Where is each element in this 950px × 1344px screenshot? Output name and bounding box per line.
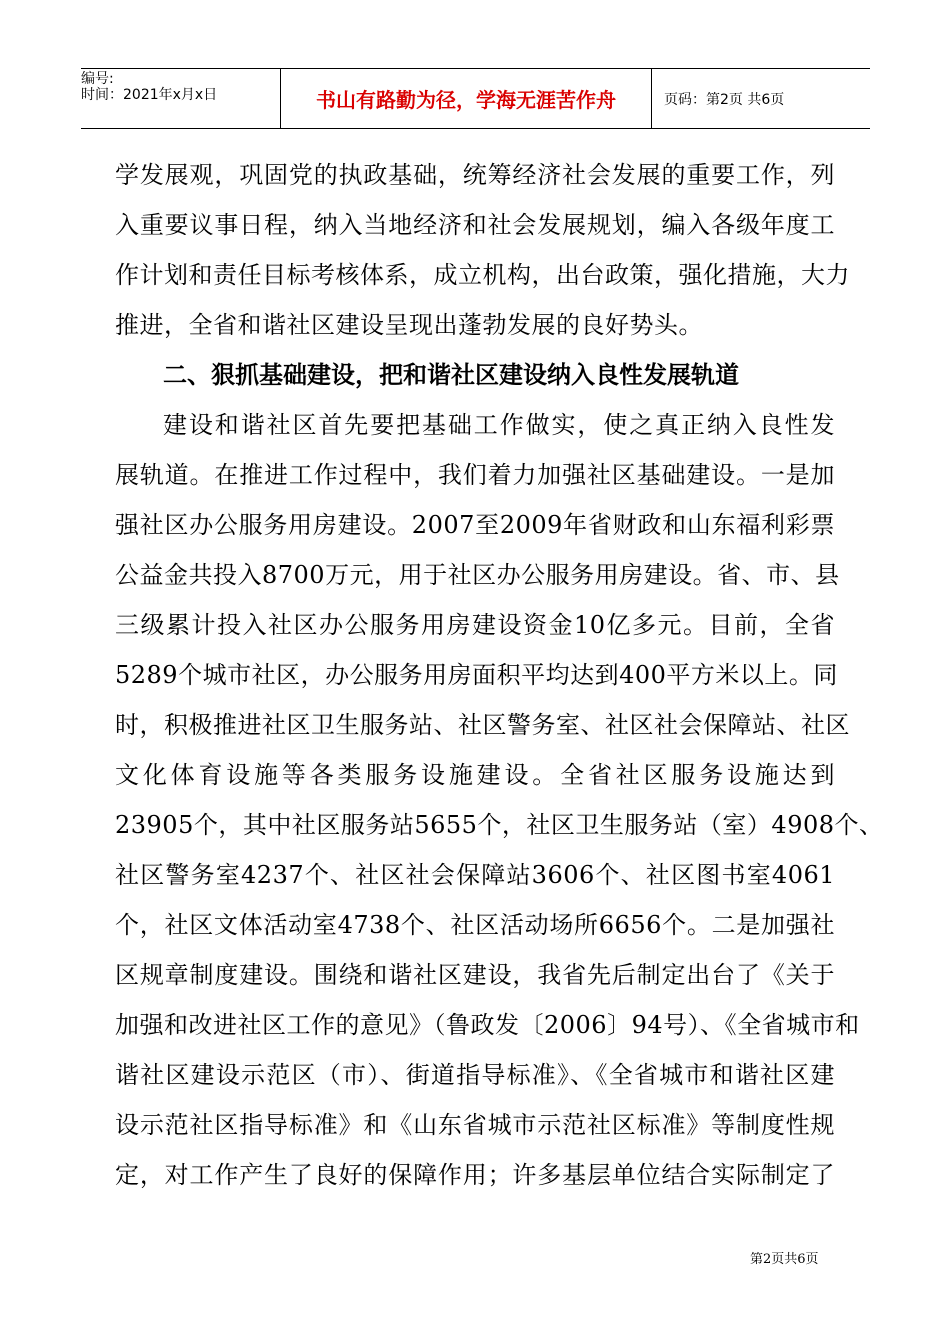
text-line: 个，社区文体活动室4738个、社区活动场所6656个。二是加强社 (115, 911, 835, 939)
text-line: 5289个城市社区，办公服务用房面积平均达到400平方米以上。同 (115, 661, 838, 689)
text-line: 强社区办公服务用房建设。2007至2009年省财政和山东福利彩票 (115, 511, 835, 539)
text-line: 谐社区建设示范区（市）、街道指导标准》、《全省城市和谐社区建 (115, 1061, 835, 1089)
header-page-number: 页码：第2页 共6页 (664, 91, 785, 108)
text-line: 作计划和责任目标考核体系，成立机构，出台政策，强化措施，大力 (115, 261, 850, 289)
text-line: 定，对工作产生了良好的保障作用；许多基层单位结合实际制定了 (115, 1161, 835, 1189)
text-line: 学发展观，巩固党的执政基础，统筹经济社会发展的重要工作，列 (115, 161, 835, 189)
page-header (81, 68, 870, 129)
number-label: 编号: (81, 71, 114, 87)
text-line: 设示范社区指导标准》和《山东省城市示范社区标准》等制度性规 (115, 1111, 835, 1139)
text-line: 展轨道。在推进工作过程中，我们着力加强社区基础建设。一是加 (115, 461, 835, 489)
text-line: 23905个，其中社区服务站5655个，社区卫生服务站（室）4908个、 (115, 811, 884, 839)
text-line: 入重要议事日程，纳入当地经济和社会发展规划，编入各级年度工 (115, 211, 835, 239)
text-line: 区规章制度建设。围绕和谐社区建设，我省先后制定出台了《关于 (115, 961, 835, 989)
text-line: 文化体育设施等各类服务设施建设。全省社区服务设施达到 (115, 761, 835, 789)
text-line: 推进，全省和谐社区建设呈现出蓬勃发展的良好势头。 (115, 311, 703, 339)
text-line: 加强和改进社区工作的意见》（鲁政发〔2006〕94号）、《全省城市和 (115, 1011, 860, 1039)
page-footer: 第2页共6页 (750, 1252, 819, 1267)
text-line: 建设和谐社区首先要把基础工作做实，使之真正纳入良性发 (163, 411, 835, 439)
section-heading: 二、狠抓基础建设，把和谐社区建设纳入良性发展轨道 (163, 361, 739, 389)
time-label: 时间：2021年x月x日 (81, 87, 218, 103)
text-line: 时，积极推进社区卫生服务站、社区警务室、社区社会保障站、社区 (115, 711, 850, 739)
header-meta (81, 69, 281, 128)
document-body (115, 150, 884, 1200)
text-line: 三级累计投入社区办公服务用房建设资金10亿多元。目前，全省 (115, 611, 835, 639)
header-motto: 书山有路勤为径，学海无涯苦作舟 (281, 69, 652, 128)
text-line: 公益金共投入8700万元，用于社区办公服务用房建设。省、市、县 (115, 561, 840, 589)
text-line: 社区警务室4237个、社区社会保障站3606个、社区图书室4061 (115, 861, 835, 889)
